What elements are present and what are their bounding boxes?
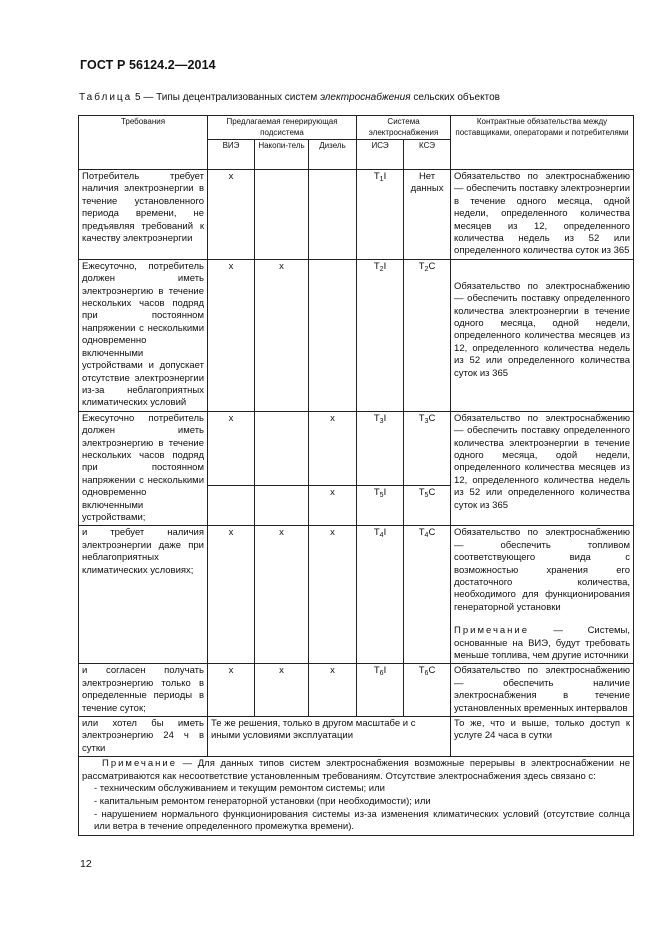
obligation-cell: Обязательство по электроснабжению — обеспечить поставку определенного количества электроэнергии в течение одного месяца, одной недели, определенного количества месяцев из 12, определенного количества недель из 52 или определенного количества суток из 365 [451, 259, 634, 411]
diesel-cell: х [309, 664, 357, 717]
footnote-item: - техническим обслуживанием и текущим ремонтом системы; или [94, 783, 385, 795]
obligation-cell: Обязательство по электроснабжению — обеспечить наличие электроснабжения в течение установленных временных интервалов [451, 664, 634, 717]
obligation-cell: Обязательство по электроснабжению — обеспечить топливом соответствующего вида с возможностью хранения его достаточного количества, необходимого для функционирования генераторной установки Примечание — Системы, основанные на ВИЭ, будут требовать меньше топлива, чем другие источники [451, 526, 634, 664]
diesel-cell [309, 259, 357, 411]
footnote-row [79, 757, 634, 836]
footnote-item: - капитальным ремонтом генераторной установки (при необходимости); или [94, 796, 431, 808]
requirement-cell: Потребитель требует наличия электроэнергии в течение установленного периода времени, не предъявляя требований к качеству электроэнергии [79, 170, 208, 260]
vie-cell: х [208, 664, 255, 717]
requirement-cell: Ежесуточно потребитель должен иметь электроэнергию в течение нескольких часов подряд при постоянном напряжении с несколькими одновременно включенными устройствами; [79, 411, 208, 526]
storage-cell: х [255, 526, 309, 664]
requirement-cell: Ежесуточно, потребитель должен иметь электроэнергию в течение нескольких часов подряд при постоянном напряжении с несколькими одновременно включенными устройствами и допускает отсутствие электроэнергии из-за неблагоприятных климатических условий [79, 259, 208, 411]
kse-cell: $Т_2С$ [404, 259, 451, 411]
header-row-1 [79, 116, 634, 140]
kse-cell: Нет данных [404, 170, 451, 260]
header-kse: КСЭ [404, 140, 451, 170]
requirement-cell: и согласен получать электроэнергию только в определенные периоды в течение суток; [79, 664, 208, 717]
ise-cell: $Т_5I$ [357, 485, 404, 526]
kse-cell: $Т_4С$ [404, 526, 451, 664]
header-proposed: Предлагаемая генерирующая подсистема [208, 116, 357, 140]
vie-cell [208, 485, 255, 526]
diesel-cell: х [309, 411, 357, 485]
header-vie: ВИЭ [208, 140, 255, 170]
caption-italic: электроснабжения [320, 92, 411, 103]
kse-cell: $Т_6С$ [404, 664, 451, 717]
storage-cell: х [255, 664, 309, 717]
storage-cell [255, 411, 309, 485]
caption-text: — Типы децентрализованных систем [140, 92, 321, 103]
note-label: Примечание — Системы, основанные на ВИЭ, будут требовать меньше топлива, чем другие источники [454, 625, 631, 662]
page-number: 12 [80, 858, 92, 870]
ise-cell: $Т_6I$ [357, 664, 404, 717]
vie-cell: х [208, 259, 255, 411]
storage-cell: х [255, 259, 309, 411]
ise-cell: $Т_3I$ [357, 411, 404, 485]
diesel-cell: х [309, 485, 357, 526]
table-row [79, 259, 634, 411]
systems-table [78, 115, 634, 836]
ise-cell: $Т_1I$ [357, 170, 404, 260]
diesel-cell [309, 170, 357, 260]
storage-cell [255, 170, 309, 260]
table-row [79, 664, 634, 717]
ise-cell: $Т_4I$ [357, 526, 404, 664]
requirement-cell: и требует наличия электроэнергии даже при неблагоприятных климатических условиях; [79, 526, 208, 664]
header-diesel: Дизель [309, 140, 357, 170]
storage-cell [255, 485, 309, 526]
vie-cell: х [208, 411, 255, 485]
kse-cell: $Т_3С$ [404, 411, 451, 485]
vie-cell: х [208, 170, 255, 260]
table-row [79, 170, 634, 260]
table-row [79, 717, 634, 757]
vie-cell: х [208, 526, 255, 664]
caption-number: 5 [135, 92, 141, 103]
caption-label: Таблица [79, 92, 133, 103]
header-requirements: Требования [79, 116, 208, 170]
header-system: Система электроснабжения [357, 116, 451, 140]
header-ise: ИСЭ [357, 140, 404, 170]
caption-tail: сельских объектов [410, 92, 500, 103]
document-header: ГОСТ Р 56124.2—2014 [80, 58, 216, 72]
header-contract: Контрактные обязательства между поставщиками, операторами и потребителями [451, 116, 634, 170]
kse-cell: $Т_5С$ [404, 485, 451, 526]
footnote-cell [79, 757, 634, 836]
header-storage: Накопи-тель [255, 140, 309, 170]
obligation-cell: То же, что и выше, только доступ к услуге 24 часа в сутки [451, 717, 634, 757]
table-caption [79, 92, 500, 103]
ise-cell: $Т_2I$ [357, 259, 404, 411]
same-solutions-cell: Те же решения, только в другом масштабе и с иными условиями эксплуатации [208, 717, 451, 757]
table-row [79, 526, 634, 664]
footnote-item: - нарушением нормального функционирования системы из-за изменения климатических условий (отсутствие солнца или ветра в течение определенного промежутка времени). [94, 808, 631, 833]
diesel-cell: х [309, 526, 357, 664]
table-row [79, 411, 634, 485]
requirement-cell: или хотел бы иметь электроэнергию 24 ч в сутки [79, 717, 208, 757]
obligation-cell: Обязательство по электроснабжению — обеспечить поставку электроэнергии в течение одного месяца, одной недели, определенного количества месяцев из 12, определенного количества недель из 52 или определенного количества суток из 365 [451, 170, 634, 260]
obligation-cell: Обязательство по электроснабжению — обеспечить поставку определенного количества электроэнергии в течение одного месяца, одой недели, определенного количества месяцев из 12, определенного количества недель из 52 или определенного количества суток из 365 [451, 411, 634, 526]
footnote-intro: Примечание — Для данных типов систем электроснабжения возможные перерывы в электроснабжении не рассматриваются как несоответствие установленным требованиям. Отсутствие электроснабжения здесь связано с: [82, 758, 631, 782]
